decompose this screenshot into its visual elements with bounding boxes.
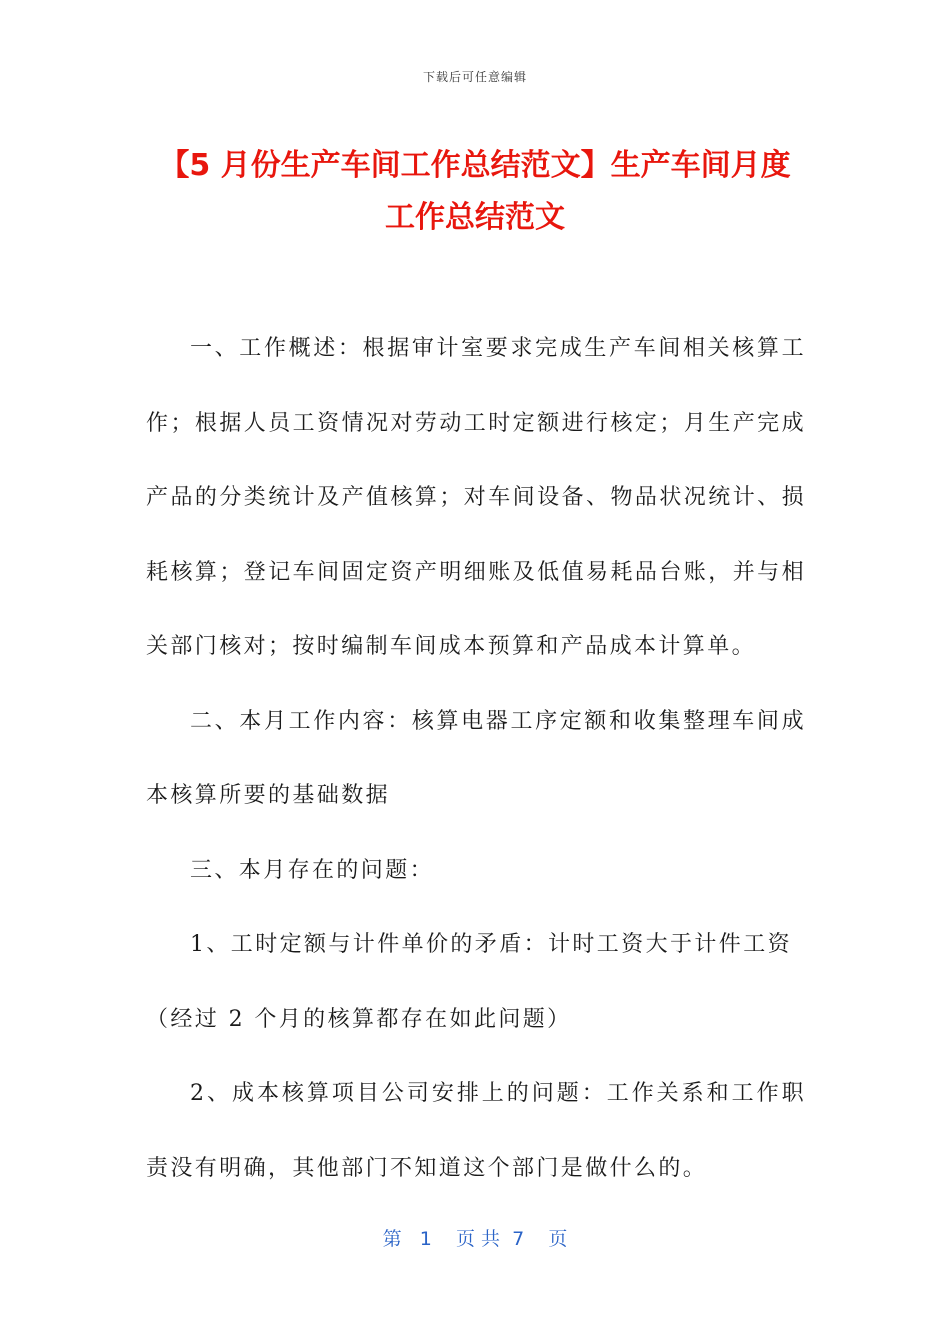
paragraph-problems-heading: 三、本月存在的问题：: [190, 857, 435, 883]
paragraph-problem-1: 1、工时定额与计件单价的矛盾：计时工资大于计件工资: [190, 932, 792, 957]
document-body: [146, 312, 806, 1206]
paragraph-work-content: 二、本月工作内容：核算电器工序定额和收集整理车间成本核算所要的基础数据: [146, 708, 806, 808]
paragraph-problem-2: 2、成本核算项目公司安排上的问题：工作关系和工作职责没有明确，其他部门不知道这个部门是做什么的。: [146, 1081, 806, 1181]
paragraph-problem-1-note: （经过 2 个月的核算都存在如此问题）: [146, 1006, 572, 1032]
document-title: 【5 月份生产车间工作总结范文】生产车间月度工作总结范文: [159, 148, 791, 235]
paragraph-overview: 一、工作概述：根据审计室要求完成生产车间相关核算工作；根据人员工资情况对劳动工时定额进行核定；月生产完成产品的分类统计及产值核算；对车间设备、物品状况统计、损耗核算；登记车间固定资产明细账及低值易耗品台账，并与相关部门核对；按时编制车间成本预算和产品成本计算单。: [146, 336, 806, 659]
header-note: 下载后可任意编辑: [422, 70, 527, 84]
page-number-footer: 第 1 页 共 7 页: [382, 1228, 568, 1250]
